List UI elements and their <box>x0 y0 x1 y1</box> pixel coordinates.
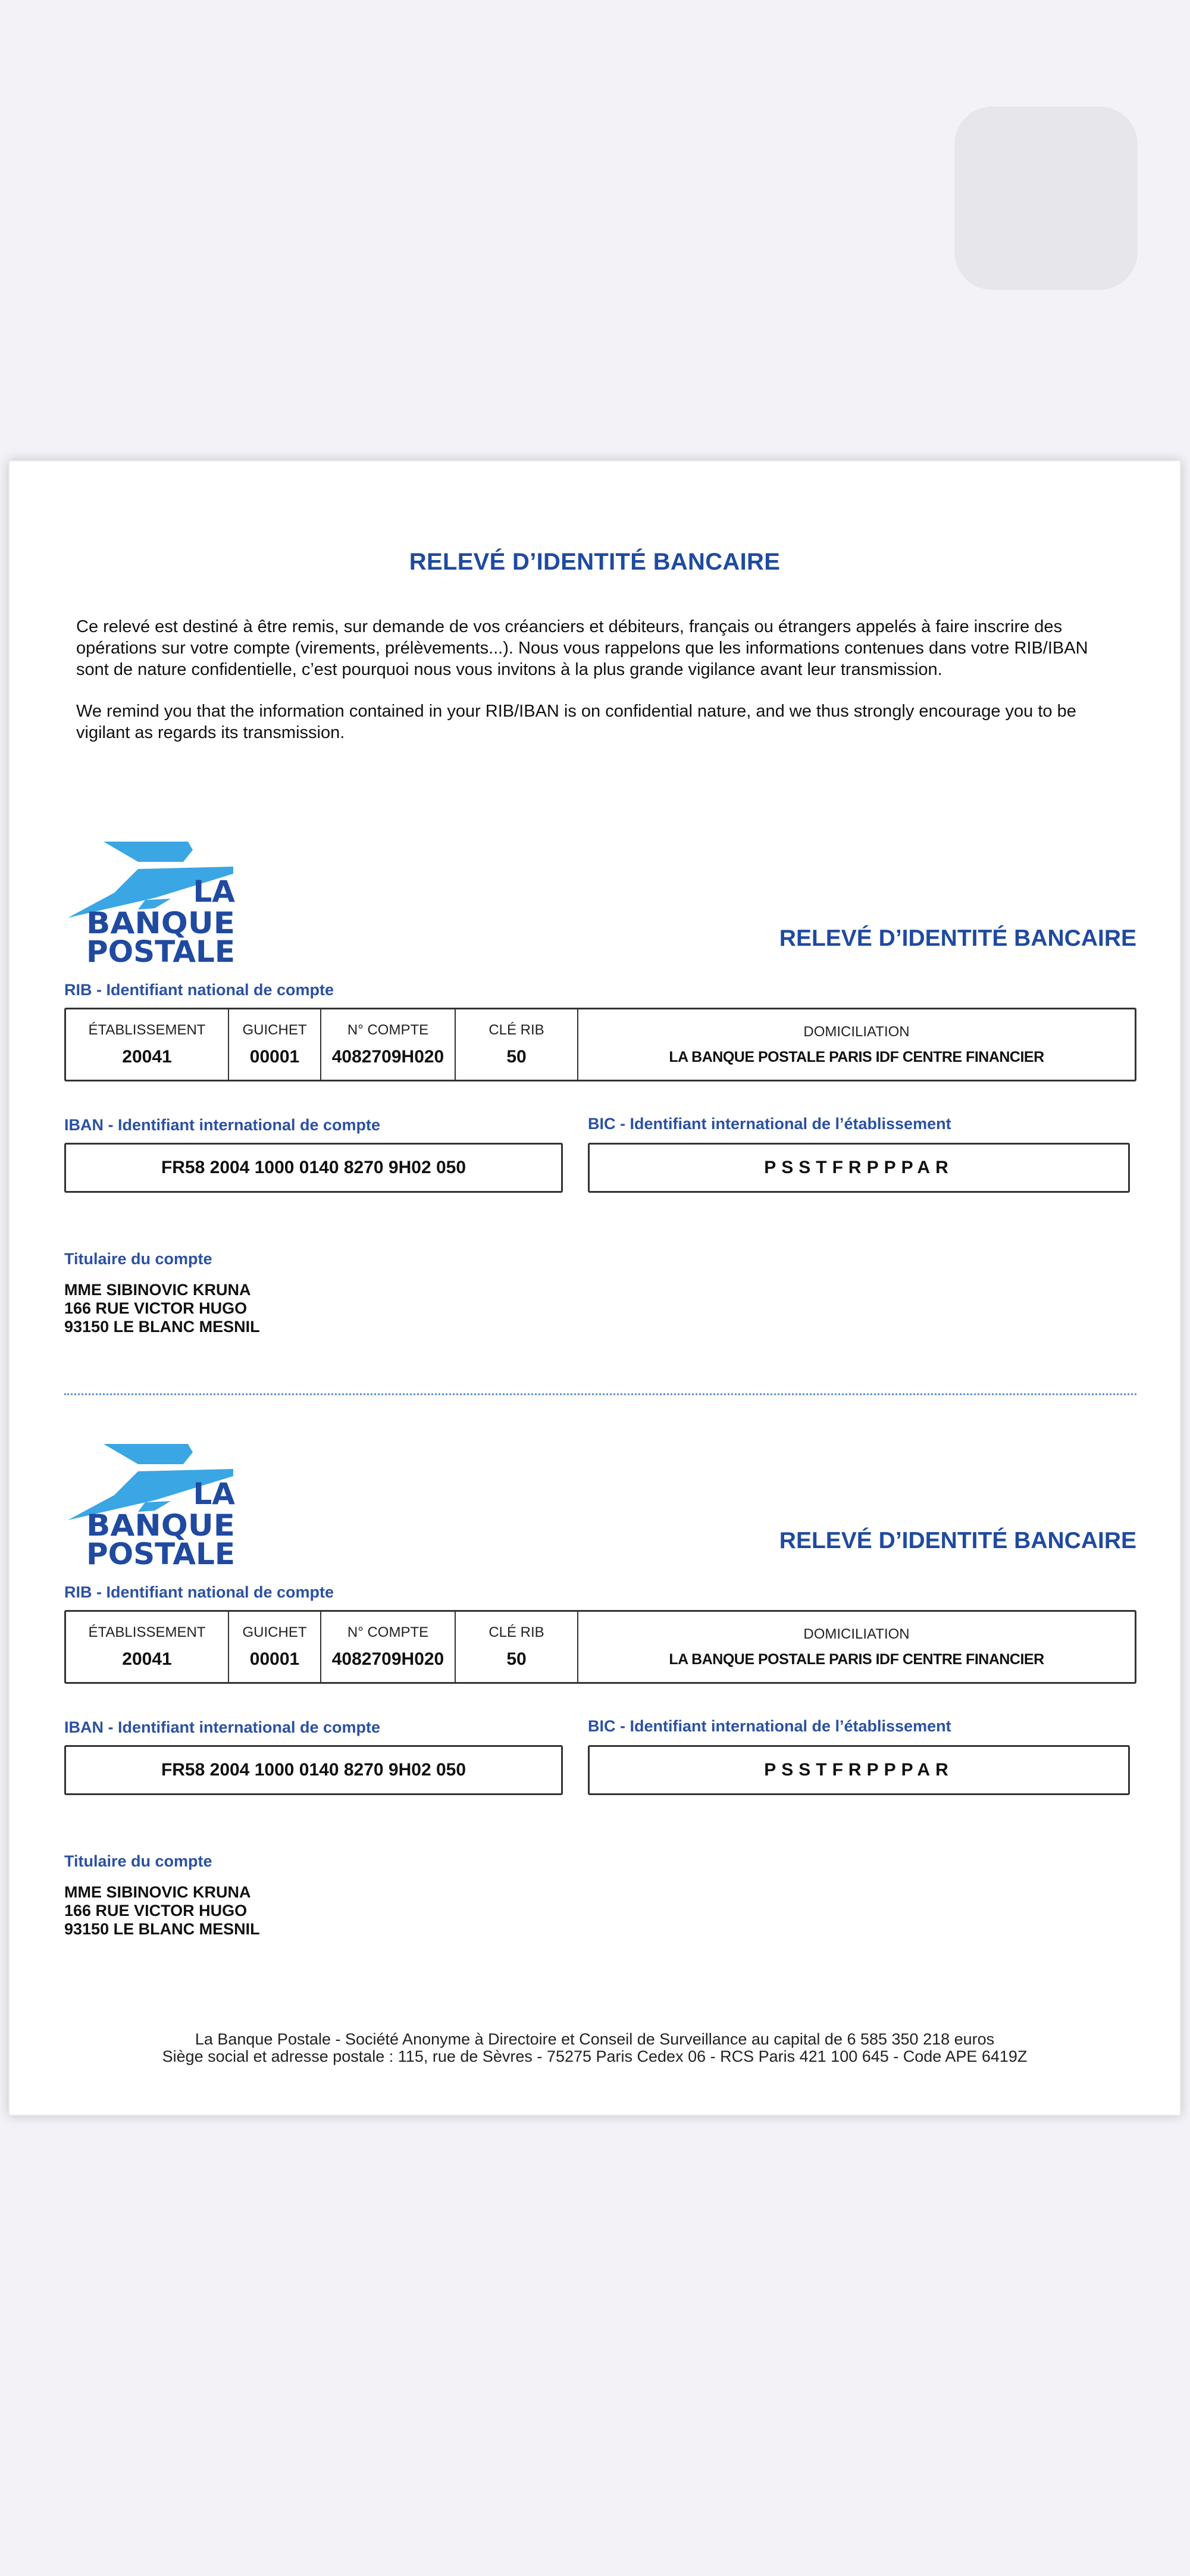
rib-header: DOMICILIATION <box>803 1625 910 1642</box>
bic-value[interactable]: PSSTFRPPPAR <box>588 1143 1130 1193</box>
holder-label: Titulaire du compte <box>64 1250 212 1268</box>
holder-name: MME SIBINOVIC KRUNA <box>64 1883 251 1901</box>
holder-name: MME SIBINOVIC KRUNA <box>64 1281 251 1299</box>
rib-block <box>64 839 1136 1375</box>
rib-cell-cle-rib <box>456 1612 578 1682</box>
logo-text-postale: POSTALE <box>86 934 235 964</box>
footer-line-address: Siège social et adresse postale : 115, rue de Sèvres - 75275 Paris Cedex 06 - RCS Paris 421 100 645 - Code APE 6419Z <box>162 2047 1028 2065</box>
la-banque-postale-logo <box>67 1442 239 1567</box>
rib-header: CLÉ RIB <box>488 1624 544 1640</box>
rib-header: DOMICILIATION <box>803 1023 910 1040</box>
holder-address <box>64 1281 260 1336</box>
iban-value[interactable]: FR58 2004 1000 0140 8270 9H02 050 <box>64 1745 563 1795</box>
rib-header: ÉTABLISSEMENT <box>88 1624 206 1640</box>
holder-label: Titulaire du compte <box>64 1852 212 1870</box>
rib-header: N° COMPTE <box>347 1624 429 1640</box>
legal-footer <box>10 2031 1180 2065</box>
iban-label: IBAN - Identifiant international de compte <box>64 1116 381 1134</box>
page-nav-button[interactable] <box>954 107 1138 290</box>
footer-line-company: La Banque Postale - Société Anonyme à Directoire et Conseil de Surveillance au capital de 6 585 350 218 euros <box>195 2030 995 2048</box>
logo-text-banque: BANQUE <box>86 1508 235 1543</box>
rib-value[interactable]: 4082709H020 <box>331 1047 444 1067</box>
rib-cell-cle-rib <box>456 1009 578 1080</box>
rib-value[interactable]: 50 <box>506 1047 527 1067</box>
bic-label: BIC - Identifiant international de l’établissement <box>588 1717 951 1735</box>
rib-header: ÉTABLISSEMENT <box>88 1022 206 1038</box>
rib-value[interactable]: 50 <box>506 1649 527 1669</box>
bic-value[interactable]: PSSTFRPPPAR <box>588 1745 1130 1795</box>
rib-header: CLÉ RIB <box>488 1022 544 1038</box>
rib-cell-guichet <box>229 1612 321 1682</box>
block-title: RELEVÉ D’IDENTITÉ BANCAIRE <box>779 926 1136 951</box>
rib-table <box>64 1008 1136 1081</box>
holder-address <box>64 1883 260 1939</box>
rib-cell-numero-compte <box>321 1612 456 1682</box>
rib-value[interactable]: LA BANQUE POSTALE PARIS IDF CENTRE FINANCIER <box>669 1048 1044 1065</box>
rib-value[interactable]: 20041 <box>122 1047 172 1067</box>
iban-value[interactable]: FR58 2004 1000 0140 8270 9H02 050 <box>64 1143 563 1193</box>
holder-city: 93150 LE BLANC MESNIL <box>64 1318 260 1336</box>
rib-block-copy <box>64 1442 1136 1977</box>
document-page <box>8 460 1181 2116</box>
holder-street: 166 RUE VICTOR HUGO <box>64 1902 248 1920</box>
rib-cell-etablissement <box>66 1612 229 1682</box>
holder-street: 166 RUE VICTOR HUGO <box>64 1299 248 1317</box>
logo-text-postale: POSTALE <box>86 1537 235 1567</box>
iban-label: IBAN - Identifiant international de compte <box>64 1718 381 1736</box>
rib-table <box>64 1610 1136 1684</box>
rib-value[interactable]: 00001 <box>249 1047 300 1067</box>
block-title: RELEVÉ D’IDENTITÉ BANCAIRE <box>779 1528 1136 1553</box>
rib-value[interactable]: 00001 <box>249 1649 300 1669</box>
logo-text-la: LA <box>193 1477 235 1511</box>
rib-value[interactable]: 4082709H020 <box>331 1649 444 1669</box>
holder-city: 93150 LE BLANC MESNIL <box>64 1920 260 1938</box>
rib-label: RIB - Identifiant national de compte <box>64 1583 334 1601</box>
intro-french: Ce relevé est destiné à être remis, sur demande de vos créanciers et débiteurs, français ou étrangers appelés à faire inscrire des opérations sur votre compte (virements, prélèvements...). Nous vous rappelons que les informations contenues dans votre RIB/IBAN sont de nature confidentielle, c’est pourquoi nous vous invitons à la plus grande vigilance avant leur transmission. <box>76 617 1088 679</box>
intro-english: We remind you that the information contained in your RIB/IBAN is on confidential nature, and we thus strongly encourage you to be vigilant as regards its transmission. <box>76 702 1076 742</box>
rib-cell-domiciliation <box>578 1612 1135 1682</box>
rib-header: GUICHET <box>242 1022 307 1038</box>
logo-wing-top <box>104 842 193 862</box>
logo-wing-top <box>104 1444 193 1464</box>
rib-cell-etablissement <box>66 1009 229 1080</box>
logo-text-banque: BANQUE <box>86 906 235 940</box>
document-title: RELEVÉ D’IDENTITÉ BANCAIRE <box>409 549 781 575</box>
rib-value[interactable]: LA BANQUE POSTALE PARIS IDF CENTRE FINANCIER <box>669 1650 1044 1668</box>
rib-header: N° COMPTE <box>347 1022 429 1038</box>
la-banque-postale-logo <box>67 839 239 964</box>
logo-text-la: LA <box>193 874 235 909</box>
rib-value[interactable]: 20041 <box>122 1649 172 1669</box>
cut-line-separator <box>64 1393 1136 1395</box>
bic-label: BIC - Identifiant international de l’établissement <box>588 1115 951 1133</box>
rib-cell-guichet <box>229 1009 321 1080</box>
rib-header: GUICHET <box>242 1624 307 1640</box>
rib-cell-numero-compte <box>321 1009 456 1080</box>
rib-cell-domiciliation <box>578 1009 1135 1080</box>
rib-label: RIB - Identifiant national de compte <box>64 981 334 999</box>
